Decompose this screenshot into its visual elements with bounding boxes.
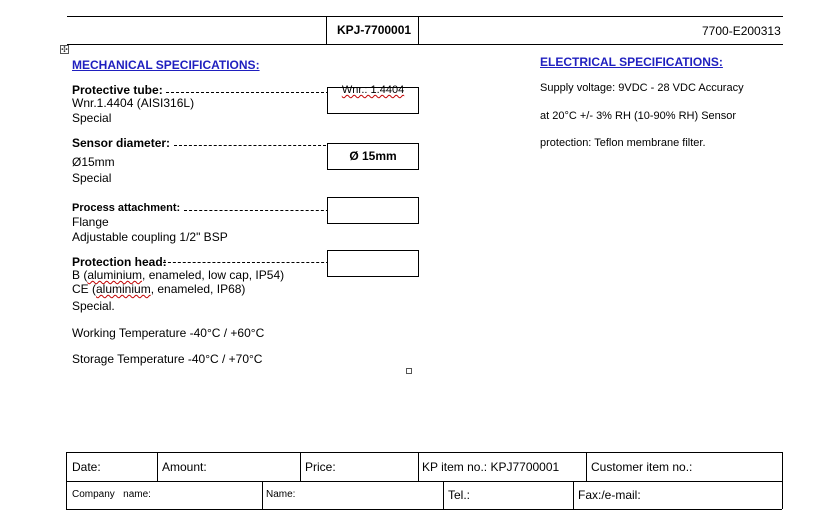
footer-bottom-rule — [66, 509, 782, 510]
header-bottom-rule — [67, 44, 783, 45]
mechanical-title: MECHANICAL SPECIFICATIONS: — [72, 58, 260, 72]
protection-head-line2: CE (aluminium, enameled, IP68) — [72, 282, 246, 296]
protection-head-leader — [163, 262, 334, 263]
protective-tube-label: Protective tube: — [72, 83, 163, 97]
document-code: 7700-E200313 — [702, 24, 781, 38]
protection-head-line3: Special. — [72, 299, 115, 313]
footer-mid-rule — [66, 481, 782, 482]
sensor-diameter-leader — [174, 145, 326, 146]
storage-temperature: Storage Temperature -40°C / +70°C — [72, 352, 263, 366]
electrical-title: ELECTRICAL SPECIFICATIONS: — [540, 55, 723, 69]
name-cell[interactable]: Name: — [266, 489, 296, 500]
footer-top-rule — [66, 452, 782, 453]
protective-tube-leader — [166, 92, 334, 93]
process-attachment-label: Process attachment: — [72, 202, 181, 214]
electrical-line1: Supply voltage: 9VDC - 28 VDC Accuracy — [540, 82, 744, 94]
header-divider-right — [418, 16, 419, 44]
process-attachment-line1: Flange — [72, 215, 109, 229]
price-cell[interactable]: Price: — [305, 460, 336, 474]
protection-head-label: Protection head: — [72, 255, 167, 269]
table-resize-handle-icon[interactable] — [406, 368, 412, 374]
kp-item-cell[interactable]: KP item no.: KPJ7700001 — [422, 460, 560, 474]
date-cell[interactable]: Date: — [72, 460, 101, 474]
footer-right-border — [782, 452, 783, 509]
header-top-rule — [67, 16, 783, 17]
working-temperature: Working Temperature -40°C / +60°C — [72, 326, 265, 340]
sensor-diameter-value: Ø 15mm — [349, 149, 397, 163]
sensor-diameter-label: Sensor diameter: — [72, 136, 171, 150]
protective-tube-line2: Special — [72, 111, 112, 125]
tel-cell[interactable]: Tel.: — [448, 488, 471, 502]
footer-div-7 — [573, 481, 574, 509]
footer-left-border — [66, 452, 67, 509]
footer-div-5 — [262, 481, 263, 509]
header-divider-left — [326, 16, 327, 44]
footer-div-6 — [443, 481, 444, 509]
protective-tube-line1: Wnr.1.4404 (AISI316L) — [72, 96, 195, 110]
company-name-cell[interactable]: Company name: — [72, 489, 151, 500]
part-number: KPJ-7700001 — [337, 23, 412, 37]
electrical-line2: at 20°C +/- 3% RH (10-90% RH) Sensor — [540, 110, 737, 122]
protective-tube-value: Wnr.: 1.4404 — [341, 84, 405, 96]
sensor-diameter-field[interactable] — [327, 143, 419, 170]
electrical-line3: protection: Teflon membrane filter. — [540, 137, 706, 149]
process-attachment-leader — [184, 210, 334, 211]
sensor-diameter-line2: Special — [72, 171, 112, 185]
fax-email-cell[interactable]: Fax:/e-mail: — [578, 488, 641, 502]
footer-div-4 — [586, 452, 587, 481]
amount-cell[interactable]: Amount: — [162, 460, 207, 474]
table-move-handle-icon[interactable]: ✣ — [61, 45, 68, 54]
footer-div-1 — [157, 452, 158, 481]
footer-div-2 — [300, 452, 301, 481]
protection-head-field[interactable] — [327, 250, 419, 277]
process-attachment-line2: Adjustable coupling 1/2" BSP — [72, 230, 228, 244]
process-attachment-field[interactable] — [327, 197, 419, 224]
customer-item-cell[interactable]: Customer item no.: — [591, 460, 693, 474]
protection-head-line1: B (aluminium, enameled, low cap, IP54) — [72, 268, 285, 282]
sensor-diameter-line1: Ø15mm — [72, 155, 115, 169]
protective-tube-field[interactable] — [327, 84, 419, 114]
footer-div-3 — [418, 452, 419, 481]
